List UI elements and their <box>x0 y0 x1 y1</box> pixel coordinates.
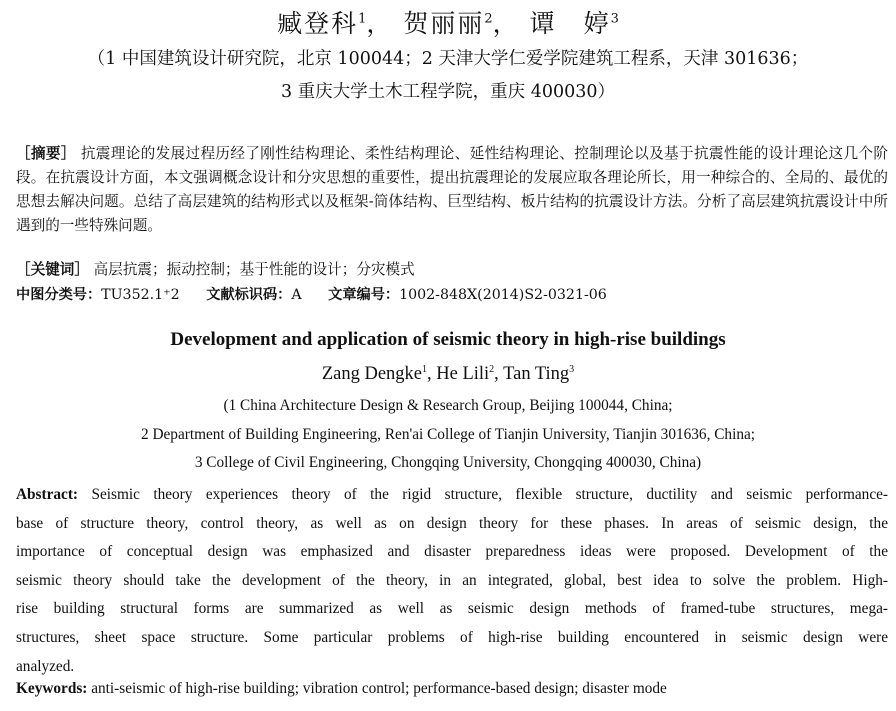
en-keywords-tag: Keywords: <box>16 680 88 697</box>
en-abstract <box>16 481 888 681</box>
en-abstract-line <box>16 481 888 510</box>
en-affiliation-line-2: 2 Department of Building Engineering, Ren'ai College of Tianjin University, Tianjin 301636, China; <box>140 426 756 443</box>
en-abstract-line: importance of conceptual design was emphasized and disaster preparedness ideas were proposed. Development of the <box>16 543 888 561</box>
cn-author: 谭 婷 <box>529 9 611 38</box>
en-author: He Lili <box>436 364 490 385</box>
doc-code-value: A <box>291 287 302 303</box>
doc-code-tag: 文献标识码： <box>206 287 292 303</box>
en-abstract-line: seismic theory should take the development of the theory, in an integrated, global, best idea to solve the problem. High- <box>16 571 888 589</box>
cn-keywords <box>16 258 888 282</box>
en-author: Zang Dengke <box>321 364 422 385</box>
cn-author-sup: 2 <box>484 11 493 27</box>
en-abstract-line: structures, sheet space structure. Some particular problems of high-rise building encountered in seismic design were <box>16 628 888 646</box>
en-abstract-line: analyzed. <box>16 657 75 675</box>
en-keywords <box>16 680 888 698</box>
article-no-tag: 文章编号： <box>328 287 400 303</box>
en-author-sup: 2 <box>489 364 495 375</box>
cn-author-list <box>0 4 896 40</box>
cn-classification-line <box>16 283 888 307</box>
en-keywords-text: anti-seismic of high-rise building; vibration control; performance-based design; disaster mode <box>91 680 667 697</box>
clc-value: TU352.1⁺2 <box>101 287 180 303</box>
en-author: Tan Ting <box>503 364 570 385</box>
en-author-separator: , <box>427 364 437 385</box>
cn-abstract-tag: ［摘要］ <box>16 145 76 162</box>
en-title: Development and application of seismic theory in high-rise buildings <box>170 329 726 350</box>
cn-author-sup: 1 <box>358 11 367 27</box>
clc-tag: 中图分类号： <box>16 287 102 303</box>
en-affiliation-line-1: (1 China Architecture Design & Research Group, Beijing 100044, China; <box>223 397 673 414</box>
cn-abstract <box>16 142 888 238</box>
en-abstract-line: rise building structural forms are summarized as well as seismic design methods of framed-tube structures, mega- <box>16 600 888 618</box>
cn-author-separator: ， <box>492 9 520 38</box>
cn-author-sup: 3 <box>610 11 619 27</box>
en-abstract-line: base of structure theory, control theory, as well as on design theory for these phases. In areas of seismic design, the <box>16 514 888 532</box>
article-no-value: 1002-848X(2014)S2-0321-06 <box>399 287 607 303</box>
cn-author: 贺丽丽 <box>403 9 485 38</box>
cn-author-separator: ， <box>366 9 394 38</box>
en-author-list <box>0 364 896 385</box>
cn-affiliation-line-2: 3 重庆大学土木工程学院，重庆 400030） <box>280 82 616 102</box>
en-abstract-text: Seismic theory experiences theory of the rigid structure, flexible structure, ductility and seismic performance- <box>91 486 888 503</box>
en-author-sup: 3 <box>569 364 575 375</box>
cn-keywords-tag: ［关键词］ <box>16 261 89 278</box>
en-author-separator: , <box>494 364 504 385</box>
en-author-sup: 1 <box>422 364 427 375</box>
cn-author: 臧登科 <box>277 9 359 38</box>
en-affiliation-line-3: 3 College of Civil Engineering, Chongqing University, Chongqing 400030, China) <box>194 454 702 471</box>
cn-abstract-text: 抗震理论的发展过程历经了刚性结构理论、柔性结构理论、延性结构理论、控制理论以及基于抗震性能的设计理论这几个阶段。在抗震设计方面，本文强调概念设计和分灾思想的重要性，提出抗震理论的发展应取各理论所长，用一种综合的、全局的、最优的思想去解决问题。总结了高层建筑的结构形式以及框架-筒体结构、巨型结构、板片结构的抗震设计方法。分析了高层建筑抗震设计中所遇到的一些特殊问题。 <box>16 145 888 234</box>
cn-keywords-text: 高层抗震；振动控制；基于性能的设计；分灾模式 <box>93 261 415 278</box>
en-abstract-tag: Abstract: <box>16 486 79 503</box>
cn-affiliation-line-1: （1 中国建筑设计研究院，北京 100044；2 天津大学仁爱学院建筑工程系，天津 301636； <box>87 49 809 69</box>
